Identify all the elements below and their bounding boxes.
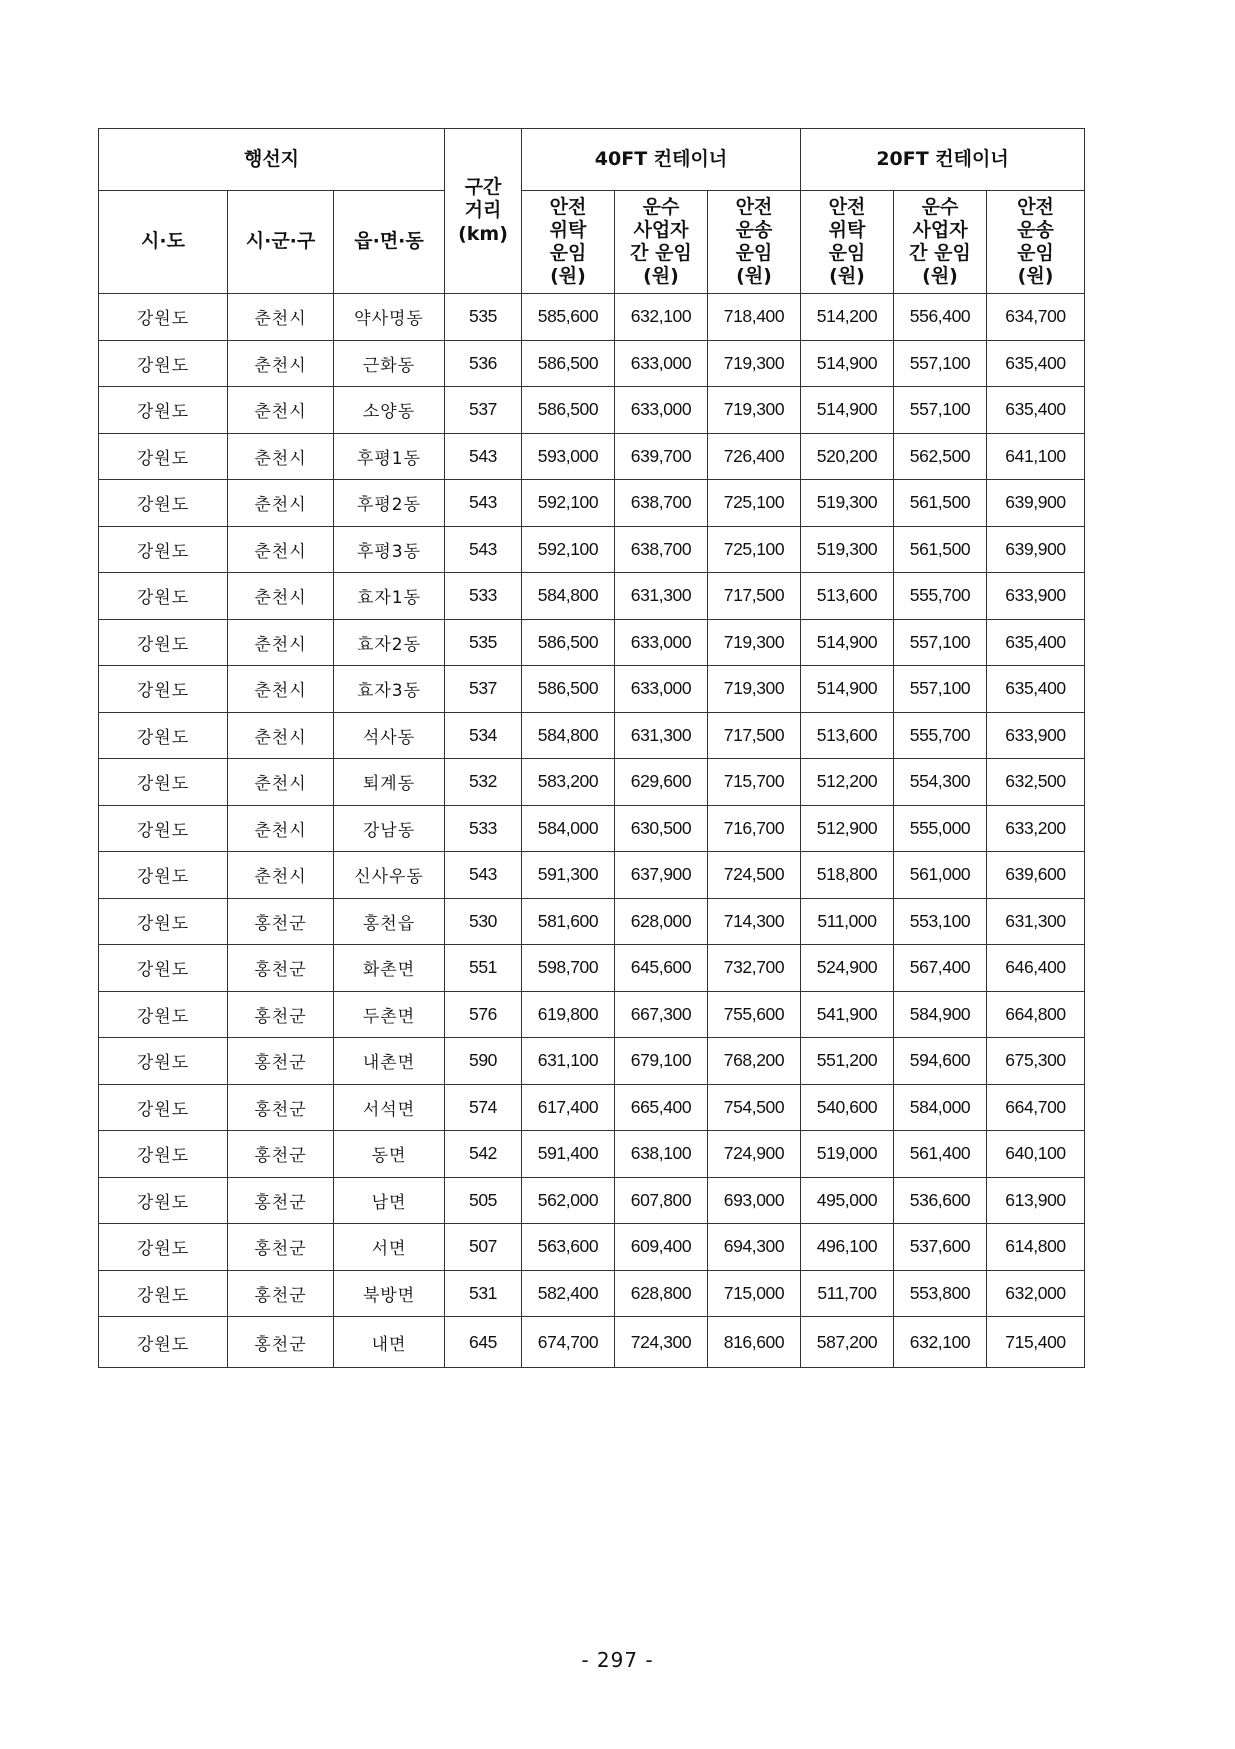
cell-distance: 533 — [445, 573, 522, 620]
cell-sido: 강원도 — [99, 1084, 228, 1131]
cell-20ft-safe-consign: 514,900 — [801, 666, 894, 713]
cell-40ft-carrier-rate: 633,000 — [615, 619, 708, 666]
cell-40ft-carrier-rate: 629,600 — [615, 759, 708, 806]
cell-sido: 강원도 — [99, 480, 228, 527]
cell-eupmyeondong: 효자2동 — [334, 619, 445, 666]
cell-eupmyeondong: 내촌면 — [334, 1038, 445, 1085]
cell-20ft-safe-consign: 512,200 — [801, 759, 894, 806]
cell-eupmyeondong: 소양동 — [334, 387, 445, 434]
cell-20ft-safe-consign: 541,900 — [801, 991, 894, 1038]
table-row — [99, 433, 1085, 480]
cell-eupmyeondong: 서면 — [334, 1224, 445, 1271]
cell-eupmyeondong: 석사동 — [334, 712, 445, 759]
cell-20ft-safe-transport: 639,600 — [987, 852, 1085, 899]
cell-distance: 505 — [445, 1177, 522, 1224]
cell-20ft-safe-consign: 496,100 — [801, 1224, 894, 1271]
cell-20ft-safe-transport: 664,800 — [987, 991, 1085, 1038]
cell-sido: 강원도 — [99, 526, 228, 573]
cell-20ft-safe-transport: 635,400 — [987, 387, 1085, 434]
cell-20ft-carrier-rate: 632,100 — [894, 1317, 987, 1368]
cell-20ft-safe-consign: 551,200 — [801, 1038, 894, 1085]
table-row — [99, 1224, 1085, 1271]
cell-distance: 535 — [445, 619, 522, 666]
cell-sigungu: 춘천시 — [228, 433, 334, 480]
cell-eupmyeondong: 동면 — [334, 1131, 445, 1178]
cell-40ft-carrier-rate: 638,700 — [615, 526, 708, 573]
cell-20ft-carrier-rate: 562,500 — [894, 433, 987, 480]
cell-eupmyeondong: 후평3동 — [334, 526, 445, 573]
cell-distance: 537 — [445, 666, 522, 713]
cell-40ft-carrier-rate: 639,700 — [615, 433, 708, 480]
cell-40ft-safe-consign: 585,600 — [522, 294, 615, 341]
cell-40ft-safe-consign: 617,400 — [522, 1084, 615, 1131]
cell-sido: 강원도 — [99, 898, 228, 945]
table-row — [99, 898, 1085, 945]
cell-20ft-safe-transport: 633,900 — [987, 712, 1085, 759]
cell-20ft-safe-transport: 664,700 — [987, 1084, 1085, 1131]
table-row — [99, 991, 1085, 1038]
cell-sigungu: 춘천시 — [228, 294, 334, 341]
table-row — [99, 1317, 1085, 1368]
cell-eupmyeondong: 내면 — [334, 1317, 445, 1368]
table-row — [99, 387, 1085, 434]
cell-40ft-carrier-rate: 609,400 — [615, 1224, 708, 1271]
cell-40ft-safe-transport: 716,700 — [708, 805, 801, 852]
cell-eupmyeondong: 남면 — [334, 1177, 445, 1224]
cell-distance: 534 — [445, 712, 522, 759]
cell-distance: 543 — [445, 852, 522, 899]
cell-sido: 강원도 — [99, 666, 228, 713]
cell-sigungu: 홍천군 — [228, 898, 334, 945]
cell-20ft-safe-consign: 514,900 — [801, 619, 894, 666]
cell-40ft-safe-consign: 593,000 — [522, 433, 615, 480]
cell-eupmyeondong: 서석면 — [334, 1084, 445, 1131]
cell-sido: 강원도 — [99, 1177, 228, 1224]
cell-sigungu: 춘천시 — [228, 340, 334, 387]
cell-sigungu: 홍천군 — [228, 1270, 334, 1317]
cell-sido: 강원도 — [99, 573, 228, 620]
cell-sido: 강원도 — [99, 712, 228, 759]
cell-40ft-safe-transport: 719,300 — [708, 666, 801, 713]
cell-distance: 533 — [445, 805, 522, 852]
cell-40ft-carrier-rate: 665,400 — [615, 1084, 708, 1131]
header-sigungu: 시·군·구 — [228, 191, 334, 294]
cell-sigungu: 춘천시 — [228, 759, 334, 806]
cell-20ft-safe-consign: 495,000 — [801, 1177, 894, 1224]
cell-distance: 542 — [445, 1131, 522, 1178]
cell-sido: 강원도 — [99, 991, 228, 1038]
cell-20ft-carrier-rate: 557,100 — [894, 619, 987, 666]
cell-20ft-safe-transport: 634,700 — [987, 294, 1085, 341]
cell-40ft-safe-consign: 598,700 — [522, 945, 615, 992]
cell-40ft-safe-transport: 816,600 — [708, 1317, 801, 1368]
header-20ft-safe-consign: 안전 위탁 운임 (원) — [801, 191, 894, 294]
cell-sigungu: 춘천시 — [228, 480, 334, 527]
cell-40ft-safe-consign: 582,400 — [522, 1270, 615, 1317]
cell-20ft-safe-consign: 519,000 — [801, 1131, 894, 1178]
cell-40ft-carrier-rate: 637,900 — [615, 852, 708, 899]
cell-20ft-safe-consign: 518,800 — [801, 852, 894, 899]
cell-distance: 532 — [445, 759, 522, 806]
cell-40ft-safe-consign: 631,100 — [522, 1038, 615, 1085]
cell-distance: 543 — [445, 526, 522, 573]
table-row — [99, 1177, 1085, 1224]
freight-rate-table — [98, 128, 1085, 1368]
table-row — [99, 1131, 1085, 1178]
cell-eupmyeondong: 근화동 — [334, 340, 445, 387]
cell-eupmyeondong: 효자1동 — [334, 573, 445, 620]
cell-distance: 507 — [445, 1224, 522, 1271]
cell-sigungu: 춘천시 — [228, 805, 334, 852]
cell-20ft-safe-consign: 540,600 — [801, 1084, 894, 1131]
cell-sigungu: 홍천군 — [228, 1317, 334, 1368]
cell-sigungu: 춘천시 — [228, 712, 334, 759]
cell-20ft-safe-consign: 519,300 — [801, 526, 894, 573]
cell-40ft-safe-transport: 732,700 — [708, 945, 801, 992]
cell-20ft-safe-transport: 635,400 — [987, 619, 1085, 666]
table-row — [99, 852, 1085, 899]
cell-40ft-carrier-rate: 633,000 — [615, 387, 708, 434]
cell-20ft-safe-transport: 613,900 — [987, 1177, 1085, 1224]
cell-40ft-safe-transport: 717,500 — [708, 573, 801, 620]
cell-distance: 574 — [445, 1084, 522, 1131]
table-row — [99, 1084, 1085, 1131]
header-eupmyeondong: 읍·면·동 — [334, 191, 445, 294]
cell-40ft-carrier-rate: 638,700 — [615, 480, 708, 527]
cell-40ft-safe-consign: 581,600 — [522, 898, 615, 945]
table-row — [99, 619, 1085, 666]
page-number: - 297 - — [581, 1648, 654, 1672]
cell-distance: 543 — [445, 480, 522, 527]
header-40ft-safe-transport: 안전 운송 운임 (원) — [708, 191, 801, 294]
cell-20ft-safe-consign: 587,200 — [801, 1317, 894, 1368]
cell-eupmyeondong: 약사명동 — [334, 294, 445, 341]
cell-20ft-safe-transport: 635,400 — [987, 340, 1085, 387]
cell-eupmyeondong: 퇴계동 — [334, 759, 445, 806]
cell-40ft-safe-consign: 584,800 — [522, 712, 615, 759]
table-row — [99, 1038, 1085, 1085]
cell-40ft-safe-consign: 586,500 — [522, 666, 615, 713]
cell-20ft-safe-transport: 632,000 — [987, 1270, 1085, 1317]
cell-20ft-safe-consign: 514,900 — [801, 387, 894, 434]
header-40ft: 40FT 컨테이너 — [522, 129, 801, 191]
cell-40ft-safe-consign: 591,400 — [522, 1131, 615, 1178]
table-row — [99, 945, 1085, 992]
cell-40ft-safe-transport: 715,000 — [708, 1270, 801, 1317]
cell-sido: 강원도 — [99, 433, 228, 480]
cell-40ft-carrier-rate: 632,100 — [615, 294, 708, 341]
cell-sido: 강원도 — [99, 1038, 228, 1085]
header-20ft-carrier-rate: 운수 사업자 간 운임 (원) — [894, 191, 987, 294]
cell-20ft-carrier-rate: 555,700 — [894, 712, 987, 759]
cell-sido: 강원도 — [99, 805, 228, 852]
cell-20ft-safe-consign: 524,900 — [801, 945, 894, 992]
cell-20ft-safe-consign: 513,600 — [801, 712, 894, 759]
cell-20ft-safe-transport: 633,900 — [987, 573, 1085, 620]
cell-20ft-carrier-rate: 561,400 — [894, 1131, 987, 1178]
cell-20ft-carrier-rate: 536,600 — [894, 1177, 987, 1224]
cell-sigungu: 춘천시 — [228, 852, 334, 899]
cell-40ft-safe-transport: 768,200 — [708, 1038, 801, 1085]
cell-40ft-safe-consign: 586,500 — [522, 387, 615, 434]
header-destination: 행선지 — [99, 129, 445, 191]
cell-20ft-safe-consign: 513,600 — [801, 573, 894, 620]
cell-20ft-safe-transport: 631,300 — [987, 898, 1085, 945]
cell-20ft-carrier-rate: 553,800 — [894, 1270, 987, 1317]
header-sido: 시·도 — [99, 191, 228, 294]
table-row — [99, 573, 1085, 620]
table-row — [99, 526, 1085, 573]
cell-eupmyeondong: 강남동 — [334, 805, 445, 852]
header-40ft-safe-consign: 안전 위탁 운임 (원) — [522, 191, 615, 294]
cell-40ft-safe-transport: 694,300 — [708, 1224, 801, 1271]
cell-20ft-carrier-rate: 584,000 — [894, 1084, 987, 1131]
cell-20ft-safe-transport: 639,900 — [987, 526, 1085, 573]
table-row — [99, 759, 1085, 806]
cell-distance: 576 — [445, 991, 522, 1038]
cell-sido: 강원도 — [99, 1224, 228, 1271]
cell-sigungu: 홍천군 — [228, 945, 334, 992]
cell-20ft-carrier-rate: 557,100 — [894, 666, 987, 713]
cell-sigungu: 춘천시 — [228, 619, 334, 666]
cell-distance: 645 — [445, 1317, 522, 1368]
cell-40ft-safe-transport: 715,700 — [708, 759, 801, 806]
cell-20ft-safe-consign: 520,200 — [801, 433, 894, 480]
cell-40ft-carrier-rate: 630,500 — [615, 805, 708, 852]
cell-sigungu: 홍천군 — [228, 1084, 334, 1131]
cell-40ft-safe-consign: 619,800 — [522, 991, 615, 1038]
cell-40ft-safe-transport: 693,000 — [708, 1177, 801, 1224]
cell-40ft-safe-consign: 592,100 — [522, 526, 615, 573]
cell-distance: 535 — [445, 294, 522, 341]
cell-20ft-carrier-rate: 555,000 — [894, 805, 987, 852]
table-row — [99, 294, 1085, 341]
cell-40ft-safe-transport: 714,300 — [708, 898, 801, 945]
cell-eupmyeondong: 두촌면 — [334, 991, 445, 1038]
cell-20ft-carrier-rate: 555,700 — [894, 573, 987, 620]
cell-40ft-safe-consign: 586,500 — [522, 619, 615, 666]
cell-20ft-safe-consign: 514,900 — [801, 340, 894, 387]
cell-40ft-carrier-rate: 679,100 — [615, 1038, 708, 1085]
cell-distance: 537 — [445, 387, 522, 434]
cell-40ft-safe-consign: 563,600 — [522, 1224, 615, 1271]
cell-sigungu: 춘천시 — [228, 526, 334, 573]
table-row — [99, 1270, 1085, 1317]
cell-eupmyeondong: 북방면 — [334, 1270, 445, 1317]
cell-20ft-safe-consign: 514,200 — [801, 294, 894, 341]
cell-sido: 강원도 — [99, 1317, 228, 1368]
cell-40ft-carrier-rate: 631,300 — [615, 573, 708, 620]
cell-40ft-safe-consign: 592,100 — [522, 480, 615, 527]
cell-40ft-carrier-rate: 667,300 — [615, 991, 708, 1038]
cell-20ft-safe-transport: 635,400 — [987, 666, 1085, 713]
cell-40ft-safe-transport: 725,100 — [708, 526, 801, 573]
cell-distance: 543 — [445, 433, 522, 480]
cell-sigungu: 홍천군 — [228, 991, 334, 1038]
cell-20ft-carrier-rate: 594,600 — [894, 1038, 987, 1085]
cell-sido: 강원도 — [99, 1270, 228, 1317]
cell-20ft-safe-transport: 614,800 — [987, 1224, 1085, 1271]
cell-sigungu: 홍천군 — [228, 1131, 334, 1178]
cell-eupmyeondong: 화촌면 — [334, 945, 445, 992]
cell-sido: 강원도 — [99, 340, 228, 387]
cell-sigungu: 춘천시 — [228, 666, 334, 713]
cell-distance: 536 — [445, 340, 522, 387]
cell-20ft-safe-transport: 632,500 — [987, 759, 1085, 806]
cell-20ft-safe-consign: 512,900 — [801, 805, 894, 852]
cell-40ft-carrier-rate: 645,600 — [615, 945, 708, 992]
cell-40ft-safe-transport: 754,500 — [708, 1084, 801, 1131]
cell-eupmyeondong: 홍천읍 — [334, 898, 445, 945]
cell-40ft-carrier-rate: 628,800 — [615, 1270, 708, 1317]
cell-40ft-safe-transport: 725,100 — [708, 480, 801, 527]
table-row — [99, 340, 1085, 387]
cell-sido: 강원도 — [99, 294, 228, 341]
cell-distance: 530 — [445, 898, 522, 945]
cell-20ft-carrier-rate: 537,600 — [894, 1224, 987, 1271]
cell-40ft-safe-consign: 591,300 — [522, 852, 615, 899]
cell-40ft-safe-consign: 584,800 — [522, 573, 615, 620]
cell-sido: 강원도 — [99, 852, 228, 899]
cell-40ft-carrier-rate: 724,300 — [615, 1317, 708, 1368]
cell-40ft-safe-transport: 719,300 — [708, 619, 801, 666]
table-row — [99, 666, 1085, 713]
cell-20ft-carrier-rate: 561,500 — [894, 480, 987, 527]
cell-40ft-safe-transport: 724,500 — [708, 852, 801, 899]
cell-20ft-safe-transport: 641,100 — [987, 433, 1085, 480]
cell-distance: 590 — [445, 1038, 522, 1085]
cell-eupmyeondong: 후평2동 — [334, 480, 445, 527]
header-40ft-carrier-rate: 운수 사업자 간 운임 (원) — [615, 191, 708, 294]
cell-20ft-safe-consign: 511,700 — [801, 1270, 894, 1317]
table-row — [99, 712, 1085, 759]
cell-sigungu: 홍천군 — [228, 1038, 334, 1085]
cell-40ft-safe-consign: 586,500 — [522, 340, 615, 387]
cell-sido: 강원도 — [99, 619, 228, 666]
cell-sido: 강원도 — [99, 387, 228, 434]
cell-sigungu: 춘천시 — [228, 573, 334, 620]
cell-distance: 531 — [445, 1270, 522, 1317]
cell-40ft-safe-consign: 674,700 — [522, 1317, 615, 1368]
cell-sigungu: 홍천군 — [228, 1224, 334, 1271]
cell-40ft-safe-transport: 717,500 — [708, 712, 801, 759]
cell-20ft-carrier-rate: 553,100 — [894, 898, 987, 945]
cell-20ft-carrier-rate: 561,500 — [894, 526, 987, 573]
cell-20ft-carrier-rate: 557,100 — [894, 387, 987, 434]
cell-sigungu: 홍천군 — [228, 1177, 334, 1224]
cell-sido: 강원도 — [99, 1131, 228, 1178]
cell-40ft-safe-consign: 583,200 — [522, 759, 615, 806]
cell-40ft-carrier-rate: 633,000 — [615, 340, 708, 387]
cell-40ft-carrier-rate: 638,100 — [615, 1131, 708, 1178]
cell-20ft-safe-consign: 511,000 — [801, 898, 894, 945]
cell-40ft-carrier-rate: 607,800 — [615, 1177, 708, 1224]
cell-eupmyeondong: 신사우동 — [334, 852, 445, 899]
cell-40ft-safe-consign: 584,000 — [522, 805, 615, 852]
cell-20ft-safe-transport: 633,200 — [987, 805, 1085, 852]
cell-sigungu: 춘천시 — [228, 387, 334, 434]
cell-40ft-safe-transport: 719,300 — [708, 387, 801, 434]
cell-40ft-safe-transport: 724,900 — [708, 1131, 801, 1178]
header-20ft: 20FT 컨테이너 — [801, 129, 1085, 191]
cell-20ft-safe-transport: 640,100 — [987, 1131, 1085, 1178]
table-body — [99, 294, 1085, 1368]
cell-20ft-carrier-rate: 554,300 — [894, 759, 987, 806]
cell-40ft-carrier-rate: 628,000 — [615, 898, 708, 945]
cell-40ft-safe-consign: 562,000 — [522, 1177, 615, 1224]
table-row — [99, 805, 1085, 852]
header-20ft-safe-transport: 안전 운송 운임 (원) — [987, 191, 1085, 294]
cell-distance: 551 — [445, 945, 522, 992]
cell-20ft-carrier-rate: 567,400 — [894, 945, 987, 992]
cell-40ft-safe-transport: 718,400 — [708, 294, 801, 341]
cell-20ft-safe-transport: 675,300 — [987, 1038, 1085, 1085]
cell-20ft-carrier-rate: 556,400 — [894, 294, 987, 341]
cell-40ft-safe-transport: 719,300 — [708, 340, 801, 387]
cell-20ft-safe-consign: 519,300 — [801, 480, 894, 527]
header-distance: 구간 거리 (km) — [445, 129, 522, 294]
cell-20ft-safe-transport: 639,900 — [987, 480, 1085, 527]
cell-sido: 강원도 — [99, 945, 228, 992]
cell-40ft-safe-transport: 726,400 — [708, 433, 801, 480]
table-row — [99, 480, 1085, 527]
cell-20ft-carrier-rate: 584,900 — [894, 991, 987, 1038]
cell-40ft-carrier-rate: 631,300 — [615, 712, 708, 759]
cell-20ft-carrier-rate: 561,000 — [894, 852, 987, 899]
cell-eupmyeondong: 후평1동 — [334, 433, 445, 480]
cell-40ft-carrier-rate: 633,000 — [615, 666, 708, 713]
cell-sido: 강원도 — [99, 759, 228, 806]
cell-40ft-safe-transport: 755,600 — [708, 991, 801, 1038]
cell-eupmyeondong: 효자3동 — [334, 666, 445, 713]
cell-20ft-safe-transport: 646,400 — [987, 945, 1085, 992]
cell-20ft-safe-transport: 715,400 — [987, 1317, 1085, 1368]
cell-20ft-carrier-rate: 557,100 — [894, 340, 987, 387]
